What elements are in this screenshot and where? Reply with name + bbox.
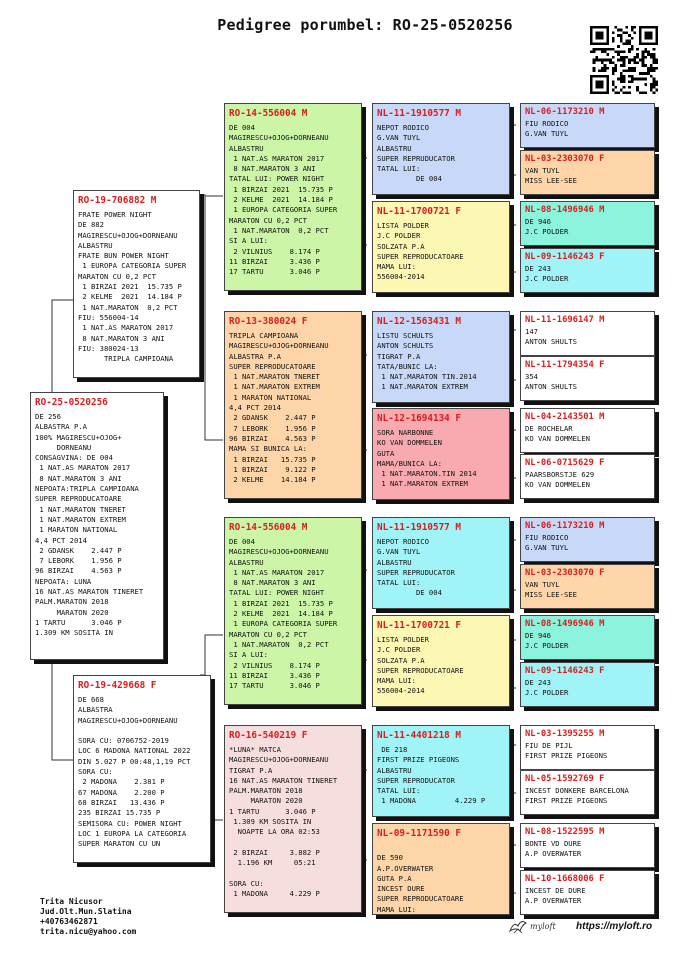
pigeon-info-line: ANTON SHULTS — [525, 382, 577, 392]
pigeon-info-line: 556004-2014 — [377, 686, 425, 696]
pigeon-info-line: DE 243 — [525, 264, 551, 273]
pigeon-info-line: NEPOATA:TRIPLA CAMPIOANA — [35, 484, 139, 494]
pigeon-ring-id: NL-03-2303070 F — [525, 568, 605, 578]
pigeon-info-line: TIGRAT P.A — [229, 765, 273, 775]
pigeon-info-line: DE 946 — [525, 217, 551, 226]
pigeon-info-line: 1 MARATON NATIONAL — [229, 392, 312, 402]
pigeon-info-line: TRIPLA CAMPIOANA — [78, 354, 174, 364]
pigeon-info-line: 235 BIRZAI 15.735 P — [78, 808, 161, 818]
pigeon-info-line: DE 590 — [377, 853, 403, 863]
pigeon-info-line: 556004-2014 — [377, 272, 425, 282]
pigeon-card-gen4[interactable] — [520, 823, 655, 868]
pigeon-info-line: 1 MARATON NATIONAL — [35, 525, 118, 535]
pigeon-card-gen4[interactable] — [520, 770, 655, 815]
pigeon-ring-id: RO-13-380024 F — [229, 316, 308, 327]
pigeon-info-line: MAGIRESCU+OJOG+DORNEANU — [78, 715, 178, 725]
pigeon-info-line: 11 BIRZAI 3.436 P — [229, 256, 320, 266]
pigeon-info-line: TATAL LUI: — [377, 786, 421, 796]
pigeon-card-sire[interactable] — [73, 190, 200, 378]
pigeon-info-line: MISS LEE-SEE — [525, 176, 577, 186]
pigeon-info-line: DE 668 — [78, 695, 104, 704]
pigeon-info-line: 2 VILNIUS 8.174 P — [229, 246, 320, 256]
pigeon-info-line: 68 BIRZAI 13.436 P — [78, 797, 165, 807]
pigeon-info-line: KO VAN DOMMELEN — [525, 480, 590, 490]
pigeon-info-line: 17 TARTU 3.046 P — [229, 267, 320, 277]
pigeon-info-line: TATAL LUI: POWER NIGHT — [229, 174, 325, 184]
pigeon-info-line: LISTU SCHULTS — [377, 331, 434, 340]
pigeon-card-gen3[interactable] — [372, 615, 510, 707]
pigeon-info-line: 1 NAT.MARATON EXTREM — [377, 479, 468, 489]
pigeon-info-line: 67 MADONA 2.200 P — [78, 787, 165, 797]
pigeon-info-line: DE 882 — [78, 220, 104, 230]
pigeon-info-line: GUTA P.A — [377, 873, 412, 883]
pigeon-info-line: MAMA LUI: — [377, 262, 416, 272]
pigeon-card-gen4[interactable] — [520, 103, 655, 148]
pigeon-info-line: TIGRAT P.A — [377, 351, 421, 361]
pigeon-ring-id: NL-11-1910577 M — [377, 522, 461, 533]
pigeon-info-line: 2 KELME 2021 14.184 P — [229, 609, 333, 619]
pigeon-info-line: *LUNA* MATCA — [229, 745, 281, 754]
pigeon-card-gen4[interactable] — [520, 454, 655, 499]
brand-name: myloft — [530, 922, 556, 931]
pigeon-info-line: 1 EUROPA CATEGORIA SUPER — [229, 619, 338, 629]
pigeon-info-line: 1 EUROPA CATEGORIA SUPER — [78, 261, 187, 271]
pigeon-ring-id: NL-09-1171590 F — [377, 828, 461, 839]
pigeon-ring-id: NL-06-0715629 F — [525, 458, 605, 468]
pigeon-ring-id: NL-10-1668006 F — [525, 874, 605, 884]
pigeon-info-line: ALBASTRA P.A — [229, 351, 281, 361]
pigeon-card-gen4[interactable] — [520, 564, 655, 609]
pigeon-ring-id: RO-16-540219 F — [229, 730, 308, 741]
pigeon-info-line: 2 MADONA 2.381 P — [78, 777, 165, 787]
pigeon-info-line: J.C POLDER — [525, 688, 569, 698]
pigeon-info-line: 1 NAT.MARATON EXTREM — [35, 514, 126, 524]
pigeon-info-line: 1 NAT.MARATON EXTREM — [377, 382, 468, 392]
pigeon-card-gen3[interactable] — [372, 311, 510, 403]
pigeon-card-gen4[interactable] — [520, 201, 655, 246]
pigeon-info-line: 7 LEBORK 1.956 P — [35, 556, 122, 566]
pigeon-info-line: SUPER REPRODUCATOARE — [377, 894, 464, 904]
pigeon-info-line: FIRST PRIZE PIGEONS — [525, 751, 608, 761]
pigeon-info-line: DE 004 — [229, 537, 255, 546]
pigeon-info-line: BONTE VD DURE — [525, 839, 582, 848]
pigeon-info-line: KO VAN DOMMELEN — [525, 434, 590, 444]
pigeon-info-line: J.C POLDER — [377, 231, 421, 241]
pigeon-card-gen4[interactable] — [520, 150, 655, 195]
pigeon-info-line: LOC 6 MADONA NATIONAL 2022 — [78, 746, 191, 756]
pigeon-card-gen4[interactable] — [520, 311, 655, 356]
pigeon-info-line: DE 946 — [525, 631, 551, 640]
pigeon-info-line: NEPOATA: LUNA — [35, 576, 92, 586]
pigeon-info-line: 96 BIRZAI 4.563 P — [229, 433, 316, 443]
pigeon-info-line: TATAL LUI: — [377, 578, 421, 588]
pigeon-info-line: 2 VILNIUS 8.174 P — [229, 660, 320, 670]
pigeon-info-line: DE ROCHELAR — [525, 424, 573, 433]
pigeon-info-line: 1 NAT.AS MARATON 2017 — [229, 153, 325, 163]
pigeon-ring-id: NL-11-1700721 F — [377, 206, 461, 217]
pigeon-info-line — [229, 838, 357, 848]
pigeon-info-line: G.VAN TUYL — [525, 543, 569, 553]
pigeon-info-line: SUPER REPRODUCATOARE — [35, 494, 122, 504]
pigeon-info-line: 1.309 KM SOSITA IN — [229, 817, 312, 827]
pigeon-info-line: SORA CU: — [78, 767, 113, 777]
pigeon-card-gen4[interactable] — [520, 356, 655, 401]
pigeon-ring-id: NL-11-1696147 M — [525, 315, 605, 325]
pigeon-info-line: 1.196 KM 05:21 — [229, 858, 316, 868]
pigeon-card-gen3[interactable] — [372, 201, 510, 293]
pigeon-info-line: 1 NAT.MARATON 0,2 PCT — [229, 225, 329, 235]
pigeon-info-line: 354 — [525, 372, 538, 381]
pigeon-info-line: 100% MAGIRESCU+OJOG+ — [35, 432, 122, 442]
pigeon-ring-id: NL-11-1794354 F — [525, 360, 605, 370]
pigeon-info-line: 11 BIRZAI 3.436 P — [229, 670, 320, 680]
pigeon-info-line: MAGIRESCU+OJOG+DORNEANU — [229, 547, 329, 557]
pigeon-info-line: ALBASTRU — [377, 143, 412, 153]
pigeon-info-line: DE 004 — [377, 588, 442, 598]
pigeon-info-line: NOAPTE LA ORA 02:53 — [229, 827, 320, 837]
pigeon-card-gen4[interactable] — [520, 662, 655, 707]
pigeon-info-line: DORNEANU — [35, 442, 92, 452]
pigeon-info-line: 1 BIRZAI 9.122 P — [229, 464, 316, 474]
pigeon-info-line: 1 NAT.MARATON TNERET — [229, 372, 320, 382]
pigeon-info-line: 1.309 KM SOSITA IN — [35, 628, 113, 638]
pigeon-ring-id: NL-12-1563431 M — [377, 316, 461, 327]
pigeon-info-line: J.C POLDER — [525, 641, 569, 651]
pigeon-info-line: SORA CU: — [229, 878, 264, 888]
page-title: Pedigree porumbel: RO-25-0520256 — [217, 16, 513, 34]
pigeon-ring-id: NL-08-1496946 M — [525, 205, 605, 215]
pigeon-ring-id: NL-06-1173210 M — [525, 107, 605, 117]
owner-email[interactable]: trita.nicu@yahoo.com — [40, 927, 137, 936]
pigeon-info-line: MAMA SI BUNICA LA: — [229, 444, 307, 454]
pigeon-info-line: ANTON SHULTS — [525, 337, 577, 347]
pigeon-info-line: 1 BIRZAI 2021 15.735 P — [78, 282, 182, 292]
pigeon-ring-id: NL-11-1910577 M — [377, 108, 461, 119]
pigeon-card-gen3[interactable] — [372, 725, 510, 817]
pigeon-info-line: DE 218 — [377, 745, 408, 754]
pigeon-info-line: DE 243 — [525, 678, 551, 687]
pigeon-info-line: DE 004 — [229, 123, 255, 132]
pigeon-info-line: SOLZATA P.A — [377, 655, 425, 665]
pigeon-info-line: 8 NAT.MARATON 3 ANI — [229, 164, 316, 174]
pigeon-info-line: 8 NAT.MARATON 3 ANI — [78, 333, 165, 343]
pigeon-ring-id: RO-14-556004 M — [229, 108, 308, 119]
pigeon-info-line: LISTA POLDER — [377, 221, 429, 230]
pigeon-card-gen3[interactable] — [372, 408, 510, 500]
pigeon-info-line: 1 TARTU 3.046 P — [229, 806, 316, 816]
pigeon-info-line: 96 BIRZAI 4.563 P — [35, 566, 122, 576]
pigeon-info-line: NEPOT RODICO — [377, 123, 429, 132]
pigeon-card-gen4[interactable] — [520, 615, 655, 660]
pigeon-card-dam[interactable] — [73, 675, 211, 863]
pigeon-info-line: PAARSBORSTJE 629 — [525, 470, 595, 479]
pigeon-info-line: J.C POLDER — [525, 274, 569, 284]
pigeon-info-line: 2 KELME 2021 14.184 P — [78, 292, 182, 302]
pigeon-info-line: FIU: 380024-13 — [78, 343, 139, 353]
pigeon-info-line: 1 NAT.MARATON TNERET — [35, 504, 126, 514]
pigeon-info-line: INCEST DURE — [377, 884, 425, 894]
pigeon-info-line: 16 NAT.AS MARATON TINERET — [229, 775, 338, 785]
pigeon-info-line: 1 NAT.MARATON.TIN 2014 — [377, 469, 477, 479]
pigeon-info-line: SUPER REPRUDUCATOR — [377, 567, 455, 577]
owner-info — [40, 897, 136, 937]
pigeon-info-line: 1 NAT.AS MARATON 2017 — [229, 567, 325, 577]
pigeon-info-line: 1 NAT.MARATON TIN.2014 — [377, 372, 477, 382]
pigeon-ring-id: NL-11-4401218 M — [377, 730, 461, 741]
pigeon-info-line: 1 NAT.MARATON 0,2 PCT — [78, 302, 178, 312]
pigeon-info-line: SUPER MARATON CU UN — [78, 839, 161, 849]
pigeon-info-line: 1 BIRZAI 15.735 P — [229, 454, 316, 464]
pigeon-info-line: DIN 5.027 P 00:48,1,19 PCT — [78, 756, 191, 766]
myloft-logo-icon — [508, 917, 528, 935]
pigeon-ring-id: NL-09-1146243 F — [525, 666, 605, 676]
site-link[interactable]: https://myloft.ro — [576, 921, 653, 932]
pigeon-info-line: ALBASTRU — [377, 557, 412, 567]
pigeon-ring-id: NL-08-1496946 M — [525, 619, 605, 629]
pigeon-info-line: 1 BIRZAI 2021 15.735 P — [229, 184, 333, 194]
pigeon-info-line: MAGIRESCU+OJOG+DORNEANU — [229, 755, 329, 765]
owner-address: Jud.Olt.Mun.Slatina — [40, 907, 132, 916]
pigeon-ring-id: RO-19-429668 F — [78, 680, 157, 691]
pigeon-info-line: DE 004 — [377, 174, 442, 184]
pigeon-card-gen4[interactable] — [520, 725, 655, 770]
pigeon-info-line: SUPER REPRODUCATOR — [377, 775, 455, 785]
pigeon-info-line: A.P OVERWATER — [525, 849, 582, 859]
pigeon-ring-id: NL-06-1173210 M — [525, 521, 605, 531]
pigeon-info-line: TATAL LUI: POWER NIGHT — [229, 588, 325, 598]
pigeon-info-line: MAMA LUI: — [377, 676, 416, 686]
pigeon-info-line: MAGIRESCU+OJOG+DORNEANU — [78, 230, 178, 240]
pigeon-info-line: 8 NAT.MARATON 3 ANI — [35, 473, 122, 483]
pigeon-card-gen2[interactable] — [224, 517, 362, 705]
pigeon-card-gen2[interactable] — [224, 103, 362, 291]
pigeon-info-line: 4,4 PCT 2014 — [35, 535, 87, 545]
pigeon-ring-id: NL-09-1146243 F — [525, 252, 605, 262]
pigeon-info-line: FRATE POWER NIGHT — [78, 210, 152, 219]
pigeon-info-line: LISTA POLDER — [377, 635, 429, 644]
pigeon-ring-id: NL-11-1700721 F — [377, 620, 461, 631]
pigeon-info-line: CONSAGVINA: DE 004 — [35, 453, 113, 463]
pigeon-info-line: MAMA/BUNICA LA: — [377, 458, 442, 468]
pigeon-card-gen2[interactable] — [224, 725, 362, 913]
pigeon-info-line: SEMISORA CU: POWER NIGHT — [78, 818, 182, 828]
pigeon-info-line: A.P.OVERWATER — [377, 863, 434, 873]
pigeon-info-line: 1 NAT.AS MARATON 2017 — [35, 463, 131, 473]
pigeon-info-line: MAGIRESCU+OJOG+DORNEANU — [229, 341, 329, 351]
pigeon-info-line: 1 NAT.MARATON EXTREM — [229, 382, 320, 392]
pigeon-card-gen2[interactable] — [224, 311, 362, 499]
pigeon-info-line: TATA/BUNIC LA: — [377, 361, 438, 371]
pigeon-info-line: 2 GDANSK 2.447 P — [229, 413, 316, 423]
pigeon-info-line: FIRST PRIZE PIGEONS — [377, 755, 460, 765]
pigeon-info-line: SORA NARBONNE — [377, 428, 434, 437]
pigeon-info-line: LOC 1 EUROPA LA CATEGORIA — [78, 828, 187, 838]
pigeon-info-line: SUPER REPRODUCATOARE — [229, 361, 316, 371]
pigeon-info-line: J.C POLDER — [377, 645, 421, 655]
pigeon-card-gen4[interactable] — [520, 248, 655, 293]
owner-phone: +40763462871 — [40, 917, 98, 926]
pigeon-info-line: SUPER REPRODUCATOARE — [377, 665, 464, 675]
pigeon-info-line: ALBASTRU — [78, 240, 113, 250]
pigeon-ring-id: NL-03-2303070 F — [525, 154, 605, 164]
pigeon-info-line: NEPOT RODICO — [377, 537, 429, 546]
pigeon-info-line: ALBASTRU — [229, 143, 264, 153]
pigeon-ring-id: NL-12-1694134 F — [377, 413, 461, 424]
pigeon-info-line — [229, 869, 357, 879]
pigeon-info-line: SI A LUI: — [229, 236, 268, 246]
pigeon-info-line: SUPER REPRUDUCATOR — [377, 153, 455, 163]
pigeon-info-line: MARATON 2020 — [229, 796, 303, 806]
pigeon-ring-id: NL-05-1592769 F — [525, 774, 605, 784]
pigeon-info-line: 4,4 PCT 2014 — [229, 403, 281, 413]
pigeon-info-line: J.C POLDER — [525, 227, 569, 237]
pigeon-info-line: 2 KELME 2021 14.184 P — [229, 195, 333, 205]
pigeon-info-line: A.P OVERWATER — [525, 896, 582, 906]
pigeon-info-line: 1 EUROPA CATEGORIA SUPER — [229, 205, 338, 215]
pigeon-card-gen4[interactable] — [520, 870, 655, 915]
pigeon-ring-id: RO-19-706882 M — [78, 195, 157, 206]
pigeon-info-line: KO VAN DOMMELEN — [377, 438, 442, 448]
pigeon-ring-id: RO-25-0520256 — [35, 397, 108, 408]
pigeon-info-line: 1 MADONA 4.229 P — [229, 889, 320, 899]
pigeon-info-line: 2 GDANSK 2.447 P — [35, 545, 122, 555]
pigeon-card-gen3[interactable] — [372, 823, 510, 915]
pigeon-info-line: FIRST PRIZE PIGEONS — [525, 796, 608, 806]
pigeon-ring-id: RO-14-556004 M — [229, 522, 308, 533]
owner-name: Trita Nicusor — [40, 897, 103, 906]
pigeon-info-line: DE 256 — [35, 412, 61, 421]
pigeon-info-line: SI A LUI: — [229, 650, 268, 660]
pigeon-info-line: MARATON CU 0,2 PCT — [229, 215, 307, 225]
pigeon-info-line: MISS LEE-SEE — [525, 590, 577, 600]
pigeon-info-line: 16 NAT.AS MARATON TINERET — [35, 587, 144, 597]
pigeon-info-line: INCEST DONKERE BARCELONA — [525, 786, 629, 795]
pigeon-info-line: 17 TARTU 3.046 P — [229, 681, 320, 691]
pigeon-info-line: 7 LEBORK 1.956 P — [229, 423, 316, 433]
pigeon-info-line: 1 NAT.AS MARATON 2017 — [78, 323, 174, 333]
pigeon-info-line: FIU RODICO — [525, 119, 569, 128]
pigeon-info-line: 2 KELME 14.184 P — [229, 475, 316, 485]
pigeon-info-line — [78, 726, 206, 736]
pigeon-info-line: FRATE BUN POWER NIGHT — [78, 251, 169, 261]
pigeon-info-line: MARATON CU 0,2 PCT — [78, 271, 156, 281]
pigeon-info-line: FIU: 556004-14 — [78, 312, 139, 322]
pigeon-info-line: G.VAN TUYL — [525, 129, 569, 139]
pigeon-info-line: ALBASTRA P.A — [35, 422, 87, 432]
pigeon-info-line: 1 TARTU 3.046 P — [35, 617, 122, 627]
pigeon-ring-id: NL-03-1395255 M — [525, 729, 605, 739]
pigeon-info-line: ANTON SCHULTS — [377, 341, 434, 351]
pigeon-info-line: G.VAN TUYL — [377, 547, 421, 557]
pigeon-info-line: ALBASTRA — [78, 705, 113, 715]
pigeon-info-line: SUPER REPRODUCATOARE — [377, 251, 464, 261]
pigeon-card-gen4[interactable] — [520, 408, 655, 453]
pigeon-info-line: 8 NAT.MARATON 3 ANI — [229, 578, 316, 588]
pigeon-ring-id: NL-08-1522595 M — [525, 827, 605, 837]
pigeon-info-line: FIU DE PIJL — [525, 741, 573, 750]
pigeon-info-line: G.VAN TUYL — [377, 133, 421, 143]
pigeon-info-line: VAN TUYL — [525, 166, 560, 175]
pigeon-info-line: MAGIRESCU+OJOG+DORNEANU — [229, 133, 329, 143]
pigeon-info-line: GUTA — [377, 448, 395, 458]
pigeon-card-gen4[interactable] — [520, 517, 655, 562]
pigeon-info-line: SOLZATA P.A — [377, 241, 425, 251]
pigeon-card-gen3[interactable] — [372, 517, 510, 609]
pigeon-info-line: VAN TUYL — [525, 580, 560, 589]
pigeon-info-line: 1 MADONA 4.229 P — [377, 796, 486, 806]
pigeon-info-line: INCEST DE DURE — [525, 886, 586, 895]
pigeon-info-line: PALM.MARATON 2018 — [229, 786, 303, 796]
pigeon-ring-id: NL-04-2143501 M — [525, 412, 605, 422]
pigeon-card-gen3[interactable] — [372, 103, 510, 195]
pigeon-info-line: TRIPLA CAMPIOANA — [229, 331, 299, 340]
pigeon-info-line — [377, 843, 505, 853]
pigeon-info-line: SORA CU: 0706752-2019 — [78, 736, 169, 746]
pigeon-info-line: MAMA LUI: — [377, 904, 416, 914]
pigeon-info-line: MARATON CU 0,2 PCT — [229, 629, 307, 639]
pigeon-info-line: MARATON 2020 — [35, 607, 109, 617]
pigeon-info-line: ALBASTRU — [377, 765, 412, 775]
pigeon-info-line: FIU RODICO — [525, 533, 569, 542]
pigeon-info-line: ALBASTRU — [229, 557, 264, 567]
pigeon-info-line: 147 — [525, 327, 538, 336]
pigeon-info-line: 1 BIRZAI 2021 15.735 P — [229, 598, 333, 608]
pigeon-info-line: 2 BIRZAI 3.882 P — [229, 847, 320, 857]
pigeon-info-line: 1 NAT.MARATON 0,2 PCT — [229, 639, 329, 649]
pigeon-card-subject[interactable] — [30, 392, 164, 660]
pigeon-info-line: TATAL LUI: — [377, 164, 421, 174]
pigeon-info-line: PALM.MARATON 2018 — [35, 597, 109, 607]
